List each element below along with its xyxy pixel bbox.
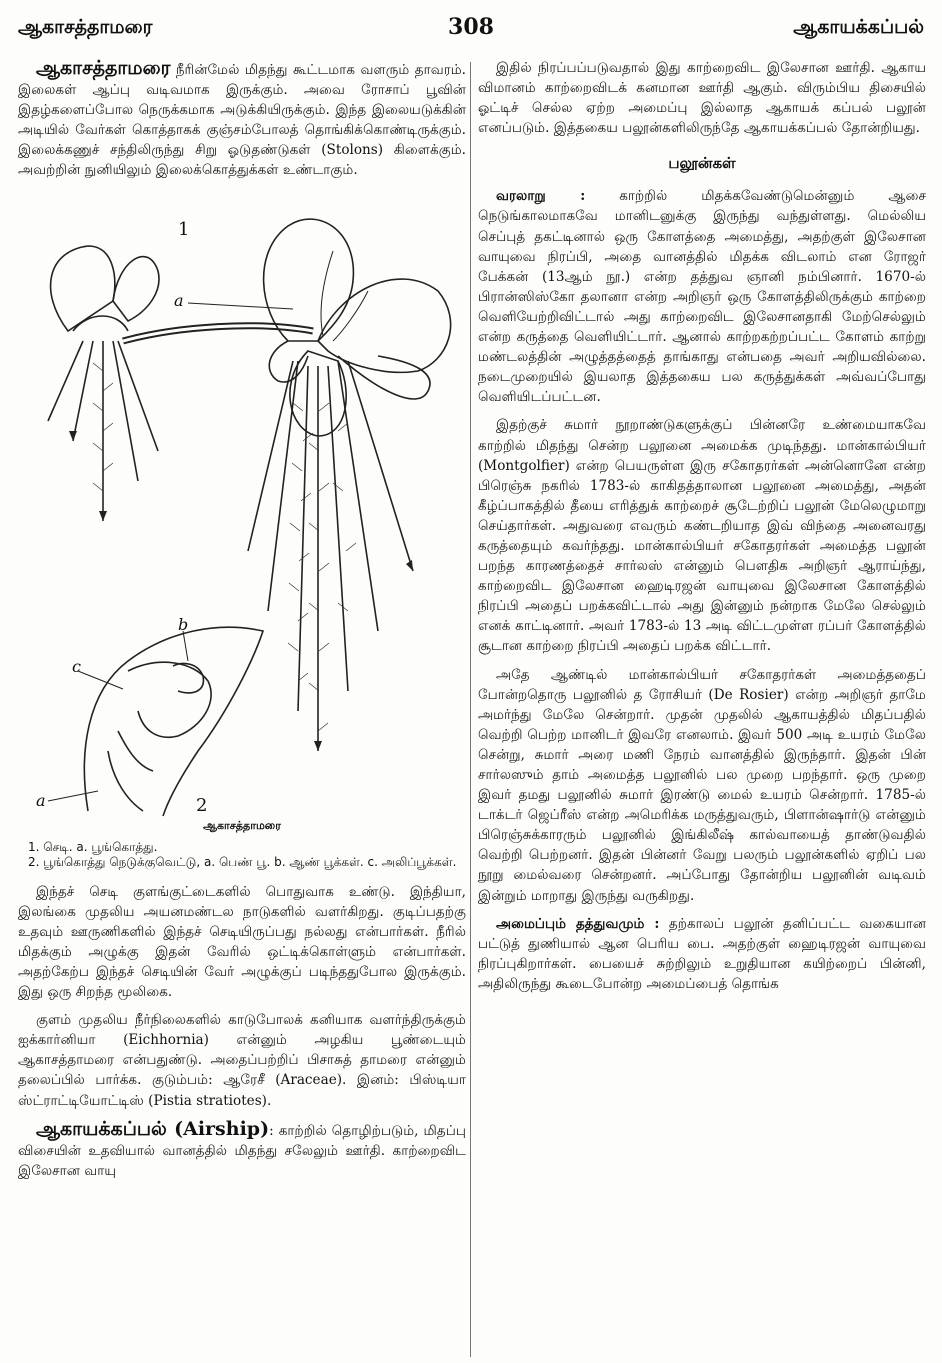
plant-illustration [18,191,466,821]
paragraph-history [478,186,926,407]
page-number: 308 [448,14,494,40]
caption-line-1: 1. செடி. a. பூங்கொத்து. [28,839,158,854]
figure-label-a-bottom: a [36,790,46,810]
paragraph-de-rosier: அதே ஆண்டில் மான்கால்பியர் சகோதரர்கள் அமைத்ததைப் போன்றதொரு பலூனில் த ரோசியர் (De Rosier) என்ற அறிஞர் தாமே அமர்ந்து மேலே சென்றார். முதன் முதலில் ஆகாயத்தில் மிதப்பதில் வெற்றி பெற்ற மானிடர் இவரே எனலாம். இவர் 500 அடி உயரம் மேலே சென்று, சுமார் அரை மணி நேரம் வானத்தில் இருந்தார். இதன் பின் சார்லஸும் தாம் அமைத்த பலூனில் பல முறை பறந்தார். ஒரு முறை இவர் தமது பலூனில் சுமார் இரண்டு மைல் உயரம் சென்றார். 1785-ல் டாக்டர் ஜெப்ரீஸ் என்ற அமெரிக்க மருத்துவரும், பிளான்ஷார்டு என்னும் பிரெஞ்சுக்காரரும் பலூனில் இங்கிலீஷ் கால்வாயைத் தாண்டுவதில் வெற்றி பெற்றனர். இதன் பின்னர் வேறு பலரும் பலூன்களில் ஏறிப் பல நூறு மைல்வரை சென்றனர். அப்போது தோன்றிய பலூனின் வடிவம் இன்றும் மாறாது இருந்து வருகிறது. [478,666,926,904]
figure-label-2: 2 [196,794,208,816]
entry-akasathamarai-intro [18,58,466,181]
caption-line-2: 2. பூங்கொத்து நெடுக்குவெட்டு, a. பெண் பூ. b. ஆண் பூக்கள். c. அலிப்பூக்கள். [28,854,457,869]
paragraph-habitat: இந்தச் செடி குளங்குட்டைகளில் பொதுவாக உண்டு. இந்தியா, இலங்கை முதலிய அயனமண்டல நாடுகளில் வளர்கிறது. குடிப்பதற்கு உதவும் ஊருணிகளில் இந்தச் செடியிருப்பது நல்லது என்பார்கள். நீரில் மிதக்கும் அழுக்கு இதன் வேரில் ஒட்டிக்கொள்ளும் என்பார்கள். அதற்கேற்ப இந்தச் செடியின் வேர் அழுக்குப் படிந்ததுபோல இருக்கும். இது ஒரு சிறந்த மூலிகை. [18,883,466,1001]
right-column [478,58,926,994]
figure-label-a-top: a [174,290,184,310]
paragraph-eichhornia: குளம் முதலிய நீர்நிலைகளில் காடுபோலக் கனியாக வளர்ந்திருக்கும் ஐக்கார்னியா (Eichhornia) என்னும் அழகிய பூண்டையும் ஆகாசத்தாமரை என்பதுண்டு. அதைப்பற்றிப் பிசாசுத் தாமரை என்னும் தலைப்பில் பார்க்க. குடும்பம்: ஆரேசீ (Araceae). இனம்: பிஸ்டியா ஸ்ட்ராட்டியோட்டிஸ் (Pistia stratiotes). [18,1012,466,1109]
figure-label-1: 1 [178,218,190,240]
paragraph-montgolfier: இதற்குச் சுமார் நூறாண்டுகளுக்குப் பின்னரே உண்மையாகவே காற்றில் மிதந்து சென்ற பலூனை அமைக்க முடிந்தது. மான்கால்பியர் (Montgolfier) என்ற பெயருள்ள இரு சகோதரர்கள் அன்னொனே என்ற பிரெஞ்சு நகரில் 1783-ல் காகிதத்தாலான பலூனை அமைத்து, அதன் கீழ்ப்பாகத்தில் தீயை எரித்துக் காற்றைச் சூடேற்றிப் பலூன் மேலெழுமாறு செய்தார்கள். அதுவரை எவரும் கண்டறியாத இவ் விந்தை அனைவரது கருத்தையும் கவர்ந்தது. மான்கால்பியர் சகோதரர்கள் அமைத்த பலூன் பறந்த காரணத்தைச் சார்லஸ் என்னும் பௌதிக அறிஞர் ஆராய்ந்து, காற்றைவிட இலேசான ஹைடிரஜன் வாயுவை இலேசான கோளத்தில் நிரப்பி அதைப் பறக்கவிட்டால் அது இன்னும் நன்றாக மேலே செல்லும் எனக் காட்டினார். அவர் 1783-ல் 13 அடி விட்டமுள்ள ரப்பர் கோளத்தில் சூடான காற்றை நிரப்பி அதைப் பறக்க விட்டார். [478,417,926,655]
figure-caption [28,840,466,870]
entry-text-airship: : காற்றில் தொழிற்படும், மிதப்பு விசையின் உதவியால் வானத்தில் மிதந்து சலேலும் ஊர்தி. காற்றைவிட இலேசான வாயு [18,1122,466,1179]
entry-airship-intro [18,1119,466,1181]
running-head-right: ஆகாயக்கப்பல் [793,16,924,38]
subheading-history: வரலாறு : [496,188,586,205]
figure-label-c: c [72,656,81,676]
plant-drawing [18,191,466,821]
subheading-structure: அமைப்பும் தத்துவமும் : [496,915,660,932]
entry-headword: ஆகாசத்தாமரை [36,57,171,79]
structure-text: தற்காலப் பலூன் தனிப்பட்ட வகையான பட்டுத் துணியால் ஆன பெரிய பை. அதற்குள் ஹைடிரஜன் வாயுவை நிரப்புகிறார்கள். பையைச் சுற்றிலும் உறுதியான கயிற்றைப் பின்னி, அதிலிருந்து கூடைபோன்ற அமைப்பைத் தொங்க [478,915,927,992]
page-header [0,0,942,52]
figure-label-b: b [178,614,189,634]
entry-text: நீரின்மேல் மிதந்து கூட்டமாக வளரும் தாவரம். இலைகள் ஆப்பு வடிவமாக இருக்கும். அவை ரோசாப் பூவின் இதழ்களைப்போல நெருக்கமாக அடுக்கியிருக்கும். இந்த இலையடுக்கின் அடியில் வேர்கள் கொத்தாகக் குஞ்சம்போலத் தொங்கிக்கொண்டிருக்கும். இலைக்கணுச் சந்திலிருந்து சிறு ஓடுதண்டுகள் (Stolons) கிளைக்கும். அவற்றின் நுனியிலும் இலைக்கொத்துக்கள் உண்டாகும். [18,62,466,179]
history-text: காற்றில் மிதக்கவேண்டுமென்னும் ஆசை நெடுங்காலமாகவே மானிடனுக்கு இருந்து வந்துள்ளது. மெல்லிய செப்புத் தகட்டினால் ஒரு கோளத்தை அமைத்து, அதற்குள் இலேசான வாயுவை நிரப்பி, அதை வானத்தில் மிதக்க விடலாம் என ரோஜர் பேக்கன் (13ஆம் நூ.) என்ற தத்துவ ஞானி நம்பினார். 1670-ல் பிரான்ஸிஸ்கோ தலானா என்ற அறிஞர் ஒரு கோளத்திலிருக்கும் காற்றை வெளியேற்றிவிட்டால் அது காற்றைவிட இலேசானதாகி மேற்செல்லும் என்ற கருத்தை வெளியிட்டார். ஆனால் காற்றகற்றப்பட்ட கோளம் காற்று மண்டலத்தின் அழுத்தத்தைத் தாங்காது என்பதை அவர் அறியவில்லை. நடைமுறையில் இயலாத இத்தகைய பல கருத்துக்கள் அவ்வப்போது வெளியிடப்பட்டன. [478,188,926,406]
paragraph-airship-continued: இதில் நிரப்பப்படுவதால் இது காற்றைவிட இலேசான ஊர்தி. ஆகாய விமானம் காற்றைவிடக் கனமான ஊர்தி ஆகும். விரும்பிய திசையில் ஓட்டிச் செல்ல ஏற்ற அமைப்பு இல்லாத ஆகாயக் கப்பல் பலூன் எனப்படும். இத்தகைய பலூன்களிலிருந்தே ஆகாயக்கப்பல் தோன்றியது. [478,60,926,137]
entry-headword-airship: ஆகாயக்கப்பல் (Airship) [36,1117,270,1140]
paragraph-structure [478,914,926,994]
figure-title: ஆகாசத்தாமரை [203,818,281,832]
section-heading-balloons: பலூன்கள் [668,154,736,173]
column-divider [470,62,471,1357]
left-column [18,58,466,1181]
running-head-left: ஆகாசத்தாமரை [18,16,153,38]
